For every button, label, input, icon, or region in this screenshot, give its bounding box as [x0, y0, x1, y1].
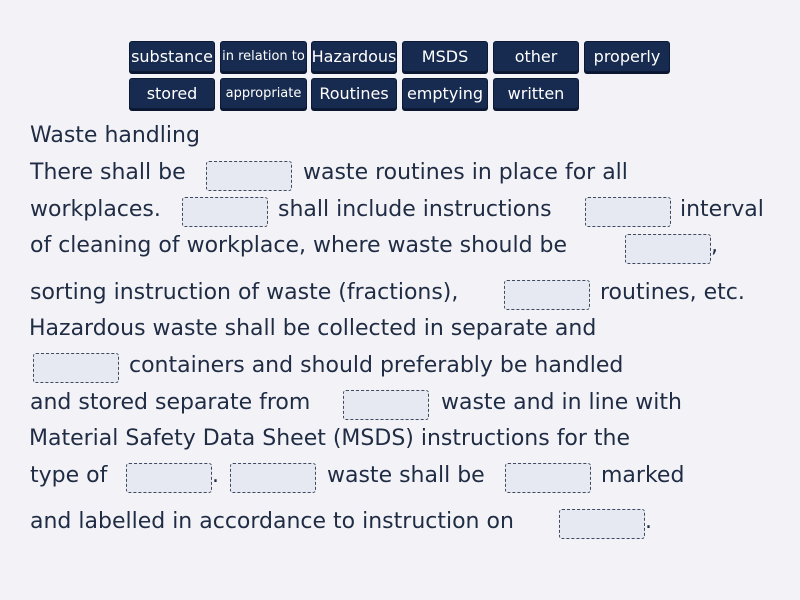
passage-text: of cleaning of workplace, where waste should be — [30, 233, 568, 258]
passage-text: sorting instruction of waste (fractions), — [30, 280, 459, 305]
passage-text: and labelled in accordance to instruction on — [30, 509, 514, 534]
word-tile-in-relation-to[interactable]: in relation to — [220, 41, 307, 72]
word-tile-hazardous[interactable]: Hazardous — [311, 41, 397, 72]
passage-text: Material Safety Data Sheet (MSDS) instructions for the — [29, 426, 631, 451]
blank-slot-1[interactable] — [206, 161, 292, 191]
blank-slot-11[interactable] — [559, 509, 645, 539]
passage-text: shall include instructions — [278, 197, 552, 222]
passage-text: . — [645, 509, 652, 534]
passage-text: interval — [680, 197, 764, 222]
word-tile-emptying[interactable]: emptying — [402, 78, 488, 109]
blank-slot-8[interactable] — [126, 463, 212, 493]
passage-text: waste routines in place for all — [303, 160, 628, 185]
passage-text: and stored separate from — [30, 390, 311, 415]
blank-slot-3[interactable] — [585, 197, 671, 227]
passage-text: workplaces. — [30, 197, 161, 222]
blank-slot-10[interactable] — [505, 463, 591, 493]
word-tile-written[interactable]: written — [493, 78, 579, 109]
passage-text: Hazardous waste shall be collected in separate and — [29, 316, 597, 341]
passage-text: routines, etc. — [600, 280, 745, 305]
passage-text: , — [711, 233, 718, 258]
word-tile-appropriate[interactable]: appropriate — [220, 78, 307, 109]
word-tile-stored[interactable]: stored — [129, 78, 215, 109]
passage-title: Waste handling — [30, 123, 200, 148]
blank-slot-2[interactable] — [182, 197, 268, 227]
passage-text: containers and should preferably be handled — [129, 353, 624, 378]
word-tile-substance[interactable]: substance — [129, 41, 215, 72]
word-tile-msds[interactable]: MSDS — [402, 41, 488, 72]
passage-text: waste and in line with — [441, 390, 682, 415]
blank-slot-5[interactable] — [504, 280, 590, 310]
passage-text: . — [212, 463, 219, 488]
word-tile-properly[interactable]: properly — [584, 41, 670, 72]
passage-text: marked — [601, 463, 685, 488]
passage-text: type of — [30, 463, 108, 488]
blank-slot-9[interactable] — [230, 463, 316, 493]
blank-slot-4[interactable] — [625, 234, 711, 264]
passage-text: There shall be — [30, 160, 186, 185]
word-tile-other[interactable]: other — [493, 41, 579, 72]
blank-slot-7[interactable] — [343, 390, 429, 420]
word-tile-routines[interactable]: Routines — [311, 78, 397, 109]
passage-text: waste shall be — [327, 463, 485, 488]
blank-slot-6[interactable] — [33, 353, 119, 383]
